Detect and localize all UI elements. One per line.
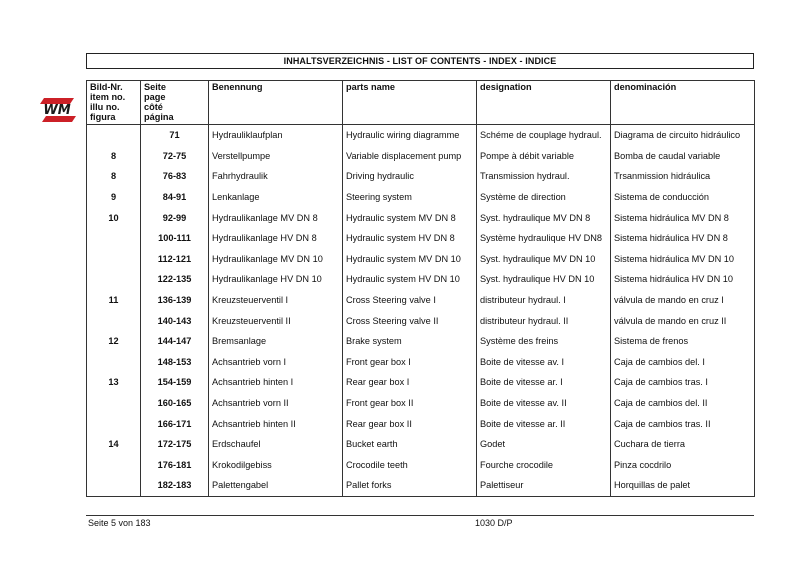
cell-denominacion: Sistema hidráulica MV DN 8 — [611, 207, 755, 228]
cell-pages: 84-91 — [141, 187, 209, 208]
cell-denominacion: Diagrama de circuito hidráulico — [611, 125, 755, 146]
cell-parts-name: Bucket earth — [343, 434, 477, 455]
cell-denominacion: Trsanmission hidráulica — [611, 166, 755, 187]
table-row — [87, 125, 755, 146]
cell-benennung: Achsantrieb hinten II — [209, 413, 343, 434]
cell-benennung: Bremsanlage — [209, 331, 343, 352]
cell-designation: Boite de vitesse ar. I — [477, 372, 611, 393]
cell-designation: distributeur hydraul. I — [477, 290, 611, 311]
document-title: INHALTSVERZEICHNIS - LIST OF CONTENTS - INDEX - INDICE — [86, 53, 754, 69]
cell-pages: 112-121 — [141, 249, 209, 270]
cell-denominacion: Caja de cambios tras. II — [611, 413, 755, 434]
cell-benennung: Lenkanlage — [209, 187, 343, 208]
table-row — [87, 434, 755, 455]
cell-designation: Système hydraulique HV DN8 — [477, 228, 611, 249]
cell-parts-name: Crocodile teeth — [343, 455, 477, 476]
cell-benennung: Erdschaufel — [209, 434, 343, 455]
cell-parts-name: Rear gear box I — [343, 372, 477, 393]
table-row — [87, 455, 755, 476]
cell-figure-number: 10 — [87, 207, 141, 228]
table-row — [87, 413, 755, 434]
cell-benennung: Achsantrieb hinten I — [209, 372, 343, 393]
cell-denominacion: Sistema hidráulica HV DN 8 — [611, 228, 755, 249]
cell-pages: 72-75 — [141, 146, 209, 167]
cell-benennung: Hydraulikanlage MV DN 10 — [209, 249, 343, 270]
table-header-row — [87, 81, 755, 125]
cell-denominacion: Pinza cocdrilo — [611, 455, 755, 476]
cell-figure-number — [87, 475, 141, 496]
svg-text:WM: WM — [43, 103, 71, 118]
table-row — [87, 269, 755, 290]
cell-denominacion: válvula de mando en cruz I — [611, 290, 755, 311]
cell-figure-number — [87, 455, 141, 476]
cell-designation: Boite de vitesse ar. II — [477, 413, 611, 434]
cell-figure-number — [87, 228, 141, 249]
cell-pages: 166-171 — [141, 413, 209, 434]
cell-pages: 148-153 — [141, 352, 209, 373]
cell-benennung: Achsantrieb vorn I — [209, 352, 343, 373]
cell-pages: 122-135 — [141, 269, 209, 290]
table-row — [87, 228, 755, 249]
cell-pages: 71 — [141, 125, 209, 146]
cell-figure-number: 12 — [87, 331, 141, 352]
footer-divider — [86, 515, 754, 516]
cell-designation: Syst. hydraulique HV DN 10 — [477, 269, 611, 290]
cell-denominacion: Caja de cambios del. II — [611, 393, 755, 414]
cell-pages: 136-139 — [141, 290, 209, 311]
footer-page-info: Seite 5 von 183 — [88, 518, 151, 528]
cell-denominacion: Sistema de frenos — [611, 331, 755, 352]
cell-pages: 92-99 — [141, 207, 209, 228]
cell-designation: Schéme de couplage hydraul. — [477, 125, 611, 146]
cell-benennung: Kreuzsteuerventil I — [209, 290, 343, 311]
cell-designation: distributeur hydraul. II — [477, 310, 611, 331]
cell-parts-name: Brake system — [343, 331, 477, 352]
cell-benennung: Hydraulikanlage HV DN 8 — [209, 228, 343, 249]
table-row — [87, 207, 755, 228]
cell-designation: Boite de vitesse av. I — [477, 352, 611, 373]
cell-designation: Système des freins — [477, 331, 611, 352]
table-row — [87, 475, 755, 496]
cell-parts-name: Hydraulic system MV DN 10 — [343, 249, 477, 270]
cell-parts-name: Variable displacement pump — [343, 146, 477, 167]
cell-parts-name: Steering system — [343, 187, 477, 208]
contents-table — [86, 80, 755, 497]
cell-benennung: Hydraulikanlage HV DN 10 — [209, 269, 343, 290]
cell-benennung: Krokodilgebiss — [209, 455, 343, 476]
cell-designation: Palettiseur — [477, 475, 611, 496]
cell-parts-name: Front gear box II — [343, 393, 477, 414]
header-designation: designation — [477, 81, 611, 125]
table-row — [87, 290, 755, 311]
cell-parts-name: Hydraulic wiring diagramme — [343, 125, 477, 146]
header-page: Seite page côté página — [141, 81, 209, 125]
header-figure-number: Bild-Nr. item no. illu no. figura — [87, 81, 141, 125]
cell-parts-name: Pallet forks — [343, 475, 477, 496]
cell-benennung: Hydrauliklaufplan — [209, 125, 343, 146]
cell-designation: Fourche crocodile — [477, 455, 611, 476]
cell-figure-number: 8 — [87, 166, 141, 187]
cell-designation: Pompe à débit variable — [477, 146, 611, 167]
cell-designation: Transmission hydraul. — [477, 166, 611, 187]
cell-figure-number: 9 — [87, 187, 141, 208]
header-parts-name: parts name — [343, 81, 477, 125]
cell-designation: Système de direction — [477, 187, 611, 208]
table-body — [87, 125, 755, 497]
cell-parts-name: Hydraulic system HV DN 10 — [343, 269, 477, 290]
cell-designation: Godet — [477, 434, 611, 455]
cell-pages: 140-143 — [141, 310, 209, 331]
header-denominacion: denominación — [611, 81, 755, 125]
cell-figure-number: 13 — [87, 372, 141, 393]
cell-benennung: Kreuzsteuerventil II — [209, 310, 343, 331]
cell-denominacion: Bomba de caudal variable — [611, 146, 755, 167]
table-row — [87, 249, 755, 270]
cell-denominacion: Sistema de conducción — [611, 187, 755, 208]
cell-figure-number — [87, 125, 141, 146]
table-row — [87, 310, 755, 331]
cell-figure-number: 11 — [87, 290, 141, 311]
cell-figure-number: 14 — [87, 434, 141, 455]
table-row — [87, 331, 755, 352]
table-row — [87, 187, 755, 208]
cell-parts-name: Rear gear box II — [343, 413, 477, 434]
table-row — [87, 146, 755, 167]
cell-figure-number — [87, 269, 141, 290]
cell-benennung: Palettengabel — [209, 475, 343, 496]
cell-pages: 76-83 — [141, 166, 209, 187]
cell-benennung: Fahrhydraulik — [209, 166, 343, 187]
cell-pages: 100-111 — [141, 228, 209, 249]
cell-figure-number: 8 — [87, 146, 141, 167]
table-row — [87, 393, 755, 414]
cell-figure-number — [87, 310, 141, 331]
cell-figure-number — [87, 352, 141, 373]
cell-designation: Syst. hydraulique MV DN 8 — [477, 207, 611, 228]
cell-designation: Syst. hydraulique MV DN 10 — [477, 249, 611, 270]
cell-denominacion: Caja de cambios del. I — [611, 352, 755, 373]
company-logo — [40, 94, 76, 126]
cell-denominacion: Cuchara de tierra — [611, 434, 755, 455]
table-row — [87, 352, 755, 373]
cell-parts-name: Driving hydraulic — [343, 166, 477, 187]
cell-benennung: Verstellpumpe — [209, 146, 343, 167]
cell-pages: 154-159 — [141, 372, 209, 393]
cell-parts-name: Front gear box I — [343, 352, 477, 373]
cell-pages: 182-183 — [141, 475, 209, 496]
cell-benennung: Hydraulikanlage MV DN 8 — [209, 207, 343, 228]
cell-parts-name: Cross Steering valve II — [343, 310, 477, 331]
cell-denominacion: Horquillas de palet — [611, 475, 755, 496]
cell-pages: 144-147 — [141, 331, 209, 352]
cell-denominacion: Sistema hidráulica HV DN 10 — [611, 269, 755, 290]
cell-parts-name: Hydraulic system MV DN 8 — [343, 207, 477, 228]
cell-parts-name: Hydraulic system HV DN 8 — [343, 228, 477, 249]
cell-parts-name: Cross Steering valve I — [343, 290, 477, 311]
cell-designation: Boite de vitesse av. II — [477, 393, 611, 414]
cell-figure-number — [87, 393, 141, 414]
cell-denominacion: Sistema hidráulica MV DN 10 — [611, 249, 755, 270]
cell-figure-number — [87, 413, 141, 434]
cell-pages: 172-175 — [141, 434, 209, 455]
header-benennung: Benennung — [209, 81, 343, 125]
cell-figure-number — [87, 249, 141, 270]
cell-pages: 160-165 — [141, 393, 209, 414]
footer-model: 1030 D/P — [475, 518, 513, 528]
cell-benennung: Achsantrieb vorn II — [209, 393, 343, 414]
cell-denominacion: válvula de mando en cruz II — [611, 310, 755, 331]
cell-pages: 176-181 — [141, 455, 209, 476]
cell-denominacion: Caja de cambios tras. I — [611, 372, 755, 393]
table-row — [87, 372, 755, 393]
table-row — [87, 166, 755, 187]
